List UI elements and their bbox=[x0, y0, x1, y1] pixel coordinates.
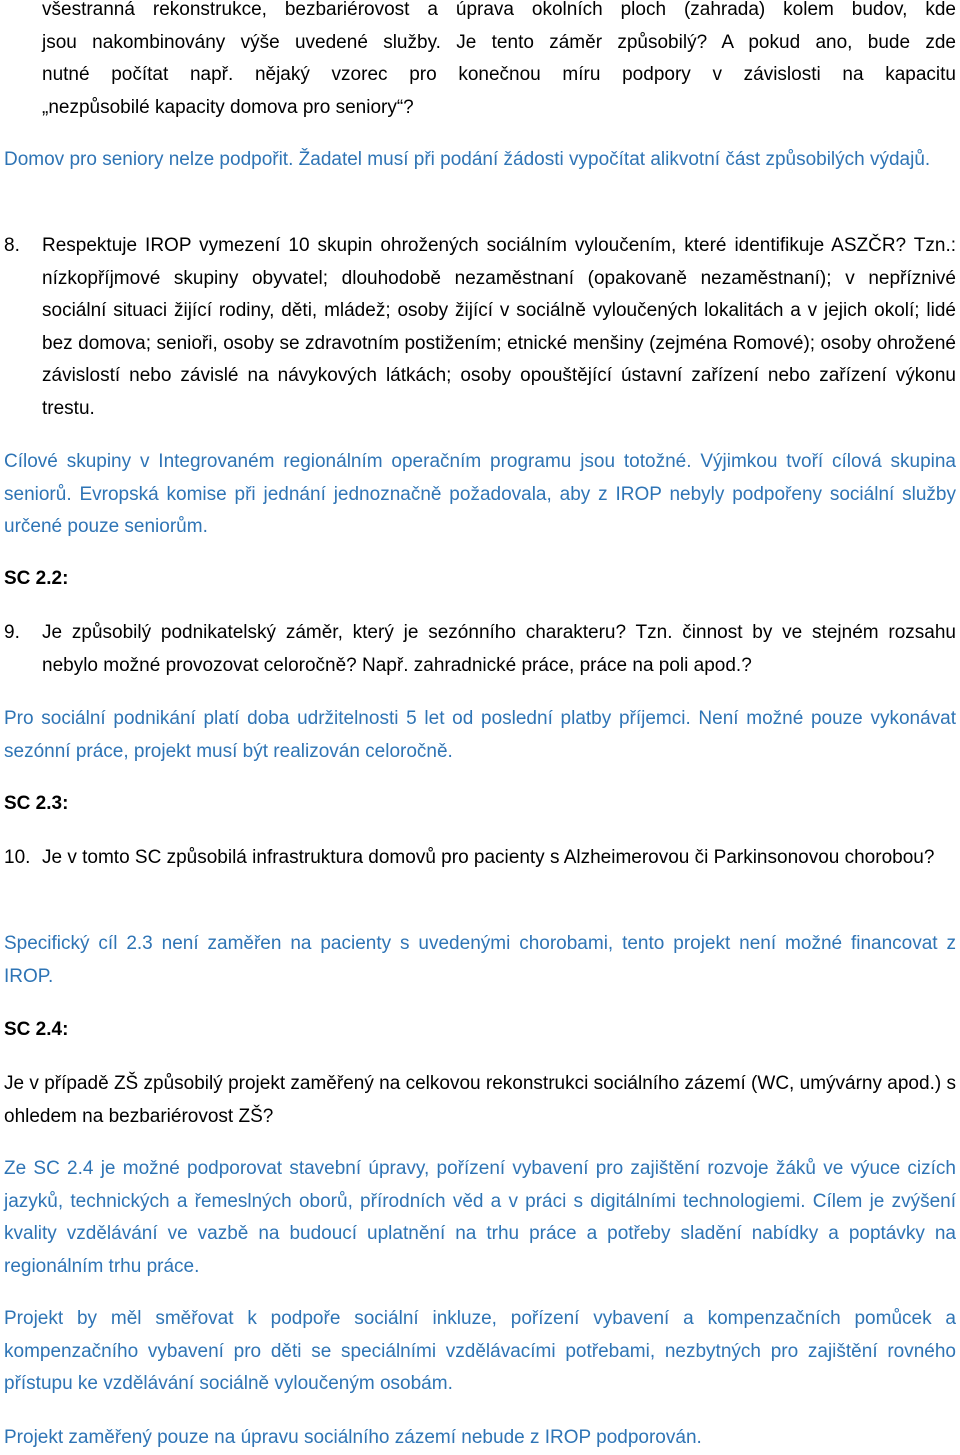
question-9-number: 9. bbox=[4, 622, 20, 643]
question-9 bbox=[4, 617, 956, 682]
question-9-text: Je způsobilý podnikatelský záměr, který je sezónního charakteru? Tzn. činnost by ve stejném rozsahu nebylo možné provozovat celoročně? Např. zahradnické práce, práce na poli apod.? bbox=[42, 622, 956, 676]
section-heading-sc-2-2: SC 2.2: bbox=[4, 568, 69, 589]
question-11: Je v případě ZŠ způsobilý projekt zaměřený na celkovou rekonstrukci sociálního zázemí (WC, umývárny apod.) s ohledem na bezbariérovost ZŠ? bbox=[4, 1073, 956, 1127]
section-heading-sc-2-3: SC 2.3: bbox=[4, 793, 69, 814]
answer-9: Pro sociální podnikání platí doba udržitelnosti 5 let od poslední platby příjemci. Není možné pouze vykonávat sezónní práce, projekt musí být realizován celoročně. bbox=[4, 708, 956, 762]
answer-11-paragraph-3: Projekt zaměřený pouze na úpravu sociálního zázemí nebude z IROP podporován. bbox=[4, 1427, 702, 1448]
question-8-text: Respektuje IROP vymezení 10 skupin ohrožených sociálním vyloučením, které identifikuje ASZČR? Tzn.: nízkopříjmové skupiny obyvatel; dlouhodobě nezaměstnaní (opakovaně nezaměstnaní); v nepříznivé sociální situaci žijící rodiny, děti, mládež; osoby žijící v sociálně vyloučených lokalitách a v jejich okolí; lidé bez domova; senioři, osoby se zdravotním postižením; etnické menšiny (zejména Romové); osoby ohrožené závislostí nebo závislé na návykových látkách; osoby opouštějící ústavní zařízení nebo zařízení výkonu trestu. bbox=[42, 235, 956, 419]
section-heading-sc-2-4: SC 2.4: bbox=[4, 1019, 69, 1040]
question-10-text: Je v tomto SC způsobilá infrastruktura domovů pro pacienty s Alzheimerovou či Parkinsonovou chorobou? bbox=[42, 847, 935, 868]
question-7-line-2: jsou nakombinovány výše uvedené služby. Je tento záměr způsobilý? A pokud ano, bude zde bbox=[42, 31, 956, 53]
question-7-line-3: nutné počítat např. nějaký vzorec pro konečnou míru podpory v závislosti na kapacitu bbox=[42, 64, 956, 85]
answer-11-paragraph-1: Ze SC 2.4 je možné podporovat stavební úpravy, pořízení vybavení pro zajištění rozvoje žáků ve výuce cizích jazyků, technických a řemeslných oborů, přírodních věd a v práci s digitálními technologiemi. Cílem je zvýšení kvality vzdělávání ve vazbě na budoucí uplatnění na trhu práce a potřeby sladění nabídky a poptávky na regionálním trhu práce. bbox=[4, 1158, 956, 1277]
question-7-line-4: „nezpůsobilé kapacity domova pro seniory“? bbox=[42, 96, 414, 118]
question-10 bbox=[4, 842, 956, 875]
answer-10: Specifický cíl 2.3 není zaměřen na pacienty s uvedenými chorobami, tento projekt není možné financovat z IROP. bbox=[4, 933, 956, 987]
question-7-continuation bbox=[4, 0, 956, 124]
question-8 bbox=[4, 230, 956, 425]
answer-8: Cílové skupiny v Integrovaném regionálním operačním programu jsou totožné. Výjimkou tvoří cílová skupina seniorů. Evropská komise při jednání jednoznačně požadovala, aby z IROP nebyly podpořeny sociální služby určené pouze seniorům. bbox=[4, 451, 956, 537]
answer-7: Domov pro seniory nelze podpořit. Žadatel musí při podání žádosti vypočítat alikvotní část způsobilých výdajů. bbox=[4, 149, 931, 170]
question-8-number: 8. bbox=[4, 235, 20, 256]
question-10-number: 10. bbox=[4, 847, 31, 868]
question-7-line-1: všestranná rekonstrukce, bezbariérovost a úprava okolních ploch (zahrada) kolem budov, kde bbox=[42, 0, 956, 20]
answer-11-paragraph-2: Projekt by měl směřovat k podpoře sociální inkluze, pořízení vybavení a kompenzačních pomůcek a kompenzačního vybavení pro děti se speciálními vzdělávacími potřebami, nezbytných pro zajištění rovného přístupu ke vzdělávání sociálně vyloučeným osobám. bbox=[4, 1308, 956, 1394]
